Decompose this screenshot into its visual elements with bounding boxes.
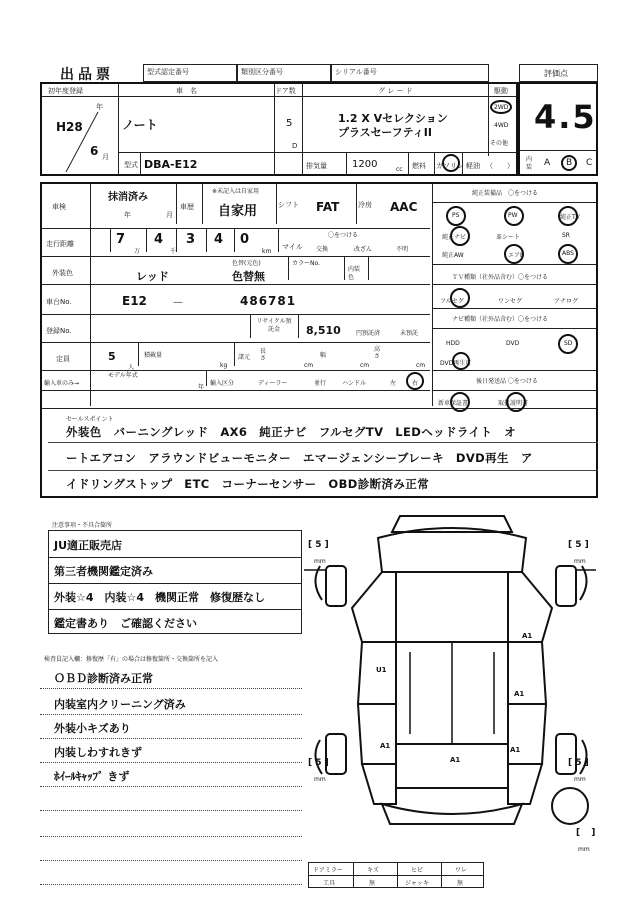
shift-label: シフト (278, 201, 299, 209)
capacity-unit: 人 (128, 364, 135, 371)
recycle-deposited: 円預託済 (356, 330, 381, 337)
mile-unknown: 不明 (396, 246, 409, 253)
eq-header-mirror: ドアミラー (313, 867, 343, 874)
import-class-label: 輸入区分 (210, 380, 235, 387)
handle-right: 右 (412, 380, 419, 387)
eq-header-break: ワレ (455, 867, 468, 874)
serial-number-box (331, 64, 489, 82)
damage-a1-left-rear: A1 (380, 742, 391, 750)
drive-2wd-circle (490, 100, 512, 114)
note-3: 外装☆4 内装☆4 機関正常 修復歴なし (54, 591, 266, 604)
model-year-unit: 年 (198, 384, 205, 391)
option-ps-circle (446, 206, 466, 226)
inspector-note-3: 外装小キズあり (54, 722, 131, 735)
note-4: 鑑定書あり ご確認ください (54, 617, 197, 630)
mileage-circle-hint: 〇をつける (328, 232, 359, 239)
option-navi-circle (450, 226, 470, 246)
recycle-label: リサイクル預託金 (256, 318, 292, 333)
inspection-value: 抹消済み (108, 192, 148, 203)
nav-type-title: ナビ種類（社外品含む）〇をつける (452, 316, 549, 323)
score-label: 評価点 (544, 69, 568, 78)
eq-header-scratch: キズ (367, 867, 379, 874)
import-dealer: ディーラー (258, 380, 288, 387)
recycle-not-deposited: 未預託 (400, 330, 419, 337)
height-label: 高さ (374, 346, 381, 360)
score-value: 4.5 (534, 98, 597, 136)
handle-left: 左 (390, 380, 397, 387)
load-label: 積載量 (144, 352, 163, 359)
handle-label: ハンドル (342, 380, 367, 387)
option-airbag-circle (504, 244, 524, 264)
later-warranty-circle (450, 392, 470, 412)
width-label: 幅 (320, 352, 327, 359)
width-unit: cm (360, 362, 370, 369)
option-airbag: エアB (508, 252, 525, 259)
length-unit: cm (304, 362, 314, 369)
drive-other: その他 (490, 140, 509, 147)
model-value: DBA-E12 (144, 158, 198, 171)
tv-fullseg-circle (450, 288, 470, 308)
serial-number-label: シリアル番号 (335, 68, 377, 76)
displacement-unit: cc (396, 166, 403, 173)
later-ship-title: 後日発送品 〇をつける (476, 378, 538, 385)
displacement-label: 排気量 (306, 162, 327, 170)
option-aw: 純正AW (442, 252, 464, 259)
inspector-note-2: 内装室内クリーニング済み (54, 698, 186, 711)
dvd-play-circle (452, 352, 470, 370)
exterior-color-label: 外装色 (52, 269, 73, 277)
exterior-color-value: レッド (136, 270, 169, 283)
bracket-open-rl: [ (308, 758, 313, 768)
drive-4wd: 4WD (494, 122, 509, 129)
mile-exchange: 交換 (316, 246, 329, 253)
handle-right-circle (406, 372, 424, 390)
mileage-sen-unit: 千 (170, 248, 177, 255)
score-header (519, 64, 598, 82)
interior-label: 内装 (526, 156, 533, 171)
registration-number-label: 登録No. (46, 327, 72, 335)
tv-oneseg: ワンセグ (498, 298, 523, 305)
interior-b-circle (561, 155, 577, 171)
first-registration-month: 6 (90, 144, 99, 158)
recycle-value: 8,510 (306, 324, 341, 337)
option-tv: 純正TV (560, 214, 580, 221)
class-number-label: 類別区分番号 (241, 68, 283, 76)
eq-jack-label: ジャッキ (405, 880, 429, 887)
import-parallel: 並行 (314, 380, 327, 387)
tire-front-left (308, 540, 329, 550)
nav-dvd: DVD (506, 340, 520, 347)
mileage-digit-2: 4 (154, 232, 164, 247)
door-count-label: ドア数 (275, 87, 296, 95)
tv-analog: アナログ (554, 298, 579, 305)
nav-sd-circle (558, 334, 578, 354)
option-navi: 純正ナビ (442, 234, 467, 241)
capacity-label: 定員 (56, 355, 70, 363)
car-name-label: 車 名 (176, 87, 197, 95)
option-sr: SR (562, 232, 570, 239)
chassis-prefix: E12 (122, 294, 147, 308)
tire-front-right (568, 540, 589, 550)
fuel-gasoline-circle (442, 154, 460, 172)
damage-u1-left: U1 (376, 666, 387, 674)
tire-depth-fr: 5 (575, 540, 582, 550)
history-note: ※未記入は自家用 (212, 188, 260, 195)
bracket-open-fl: [ (308, 540, 313, 550)
tire-rear-right (568, 758, 589, 768)
sales-point-line-1: 外装色 バーニングレッド AX6 純正ナビ フルセグTV LEDヘッドライト オ (66, 425, 517, 439)
inspector-note-4: 内装しわすれきず (54, 746, 142, 759)
fuel-other: （ ） (486, 162, 514, 170)
month-suffix: 月 (102, 153, 109, 161)
load-unit: kg (220, 362, 228, 369)
dvd-play: DVD再生可 (440, 360, 472, 367)
sales-point-line-2: ートエアコン アラウンドビューモニター エマージェンシーブレーキ DVD再生 ア (66, 451, 533, 465)
car-name-value: ノート (122, 118, 158, 132)
capacity-value: 5 (108, 350, 116, 363)
shift-value: FAT (316, 200, 340, 214)
grade-label: グ レ ー ド (378, 87, 413, 95)
color-number-label: カラーNo. (292, 260, 320, 267)
bracket-close-fl: ] (324, 540, 329, 550)
option-tv-circle (558, 206, 578, 226)
form-title: 出品票 (60, 67, 114, 83)
mileage-digit-3: 3 (186, 232, 196, 247)
nav-sd: SD (564, 340, 573, 347)
color-change-label: 色替(元色) (232, 260, 261, 267)
history-label: 車歴 (180, 203, 194, 211)
chassis-number-label: 車台No. (46, 298, 72, 306)
mile-tamper: 改ざん (354, 246, 373, 253)
model-year-label: モデル年式 (108, 372, 138, 379)
drive-2wd: 2WD (494, 104, 509, 111)
eq-tools-value: 無 (369, 880, 376, 887)
model-label: 型式 (124, 161, 138, 169)
nav-hdd: HDD (446, 340, 460, 347)
mm-unit-fl: mm (314, 558, 326, 565)
history-value: 自家用 (218, 204, 258, 219)
fuel-gasoline: ガソリン (436, 162, 464, 170)
car-damage-diagram (300, 512, 600, 872)
eq-header-crack: ヒビ (411, 867, 424, 874)
interior-grade-a: A (544, 158, 551, 168)
bracket-close-rl: ] (324, 758, 329, 768)
drive-label: 駆動 (494, 87, 508, 95)
class-number-box (237, 64, 331, 82)
bracket-close-spare: ] (591, 828, 596, 838)
dims-label: 諸元 (238, 354, 251, 361)
interior-grade-b: B (566, 158, 573, 168)
vehicle-info-block (40, 82, 518, 176)
tire-spare (576, 828, 595, 838)
later-warranty: 新車保証書 (438, 400, 469, 407)
mm-unit-spare: mm (578, 846, 590, 853)
options-title: 純正装備品 〇をつける (472, 190, 539, 197)
interior-color-label: 内装色 (348, 266, 361, 281)
door-suffix: D (292, 142, 298, 150)
first-registration-era: H28 (56, 120, 83, 134)
bracket-open-rr: [ (568, 758, 573, 768)
grade-line-1: 1.2 X Vセレクション (338, 112, 448, 125)
notes-label: 注意事項・不具合箇所 (52, 522, 113, 529)
chassis-number: 486781 (240, 294, 297, 308)
mileage-digit-1: 7 (116, 232, 126, 247)
equipment-table (308, 862, 484, 888)
tire-depth-fl: 5 (315, 540, 322, 550)
mileage-km-unit: km (262, 248, 272, 255)
option-abs: ABS (562, 250, 574, 257)
mileage-digit-4: 4 (214, 232, 224, 247)
score-block (518, 82, 598, 176)
option-pw-circle (504, 206, 524, 226)
bracket-open-fr: [ (568, 540, 573, 550)
later-manual-circle (506, 392, 526, 412)
door-count-value: 5 (286, 118, 293, 129)
height-unit: cm (416, 362, 426, 369)
inspector-label: 検査員記入欄：修復歴「有」の場合は修復箇所・交換箇所を記入 (44, 656, 219, 663)
mileage-man-unit: 万 (134, 248, 141, 255)
length-label: 長さ (260, 348, 267, 362)
certified-number-label: 型式認定番号 (147, 68, 189, 76)
tire-depth-rr: 5 (575, 758, 582, 768)
certified-number-box (143, 64, 237, 82)
mile-label: マイル (282, 243, 303, 251)
first-registration-label: 初年度登録 (48, 87, 83, 95)
tv-type-title: ＴＶ種類（社外品含む）〇をつける (452, 274, 549, 281)
eq-jack-value: 無 (457, 880, 464, 887)
fuel-label: 燃料 (412, 162, 426, 170)
eq-tools-label: 工具 (323, 880, 336, 887)
chassis-dash: － (172, 296, 185, 310)
option-pw: PW (508, 212, 518, 219)
tv-fullseg: フルセグ (440, 298, 464, 305)
damage-a1-right-rear: A1 (514, 690, 525, 698)
option-abs-circle (558, 244, 578, 264)
damage-a1-rear: A1 (450, 756, 461, 764)
inspection-label: 車検 (52, 203, 66, 211)
year-suffix: 年 (96, 103, 103, 111)
sales-point-line-3: イドリングストップ ETC コーナーセンサー OBD診断済み正常 (66, 477, 430, 491)
option-ps: PS (452, 212, 460, 219)
inspector-note-5: ﾎｲｰﾙｷｬｯﾌﾟ きず (54, 770, 130, 783)
interior-grade-c: C (586, 158, 593, 168)
mm-unit-rl: mm (314, 776, 326, 783)
damage-a1-right-quarter: A1 (510, 746, 521, 754)
bracket-close-fr: ] (584, 540, 589, 550)
registration-slash-icon (48, 98, 116, 176)
bracket-open-spare: [ (576, 828, 581, 838)
import-only-label: 輸入車のみ→ (44, 380, 80, 387)
mm-unit-fr: mm (574, 558, 586, 565)
displacement-value: 1200 (352, 159, 378, 170)
inspection-year-suffix: 年 (124, 211, 131, 219)
sales-point-label: セールスポイント (66, 416, 114, 423)
grade-line-2: プラスセーフティII (338, 126, 432, 139)
note-2: 第三者機関鑑定済み (54, 565, 153, 578)
note-1: JU適正販売店 (54, 539, 123, 552)
inspection-month-suffix: 月 (166, 211, 173, 219)
aircon-label: 冷房 (358, 201, 372, 209)
later-manual: 取扱説明書 (498, 400, 529, 407)
inspector-note-1: ＯＢＤ診断済み正常 (54, 672, 153, 685)
mm-unit-rr: mm (574, 776, 586, 783)
mileage-label: 走行距離 (46, 240, 74, 248)
tire-depth-rl: 5 (315, 758, 322, 768)
color-change-value: 色替無 (232, 270, 265, 283)
bracket-close-rr: ] (584, 758, 589, 768)
aircon-value: AAC (390, 200, 418, 214)
option-leather: 革シート (496, 234, 521, 241)
fuel-diesel: 軽油 (466, 162, 480, 170)
mileage-digit-5: 0 (240, 232, 250, 247)
tire-rear-left (308, 758, 329, 768)
damage-a1-right-door: A1 (522, 632, 533, 640)
